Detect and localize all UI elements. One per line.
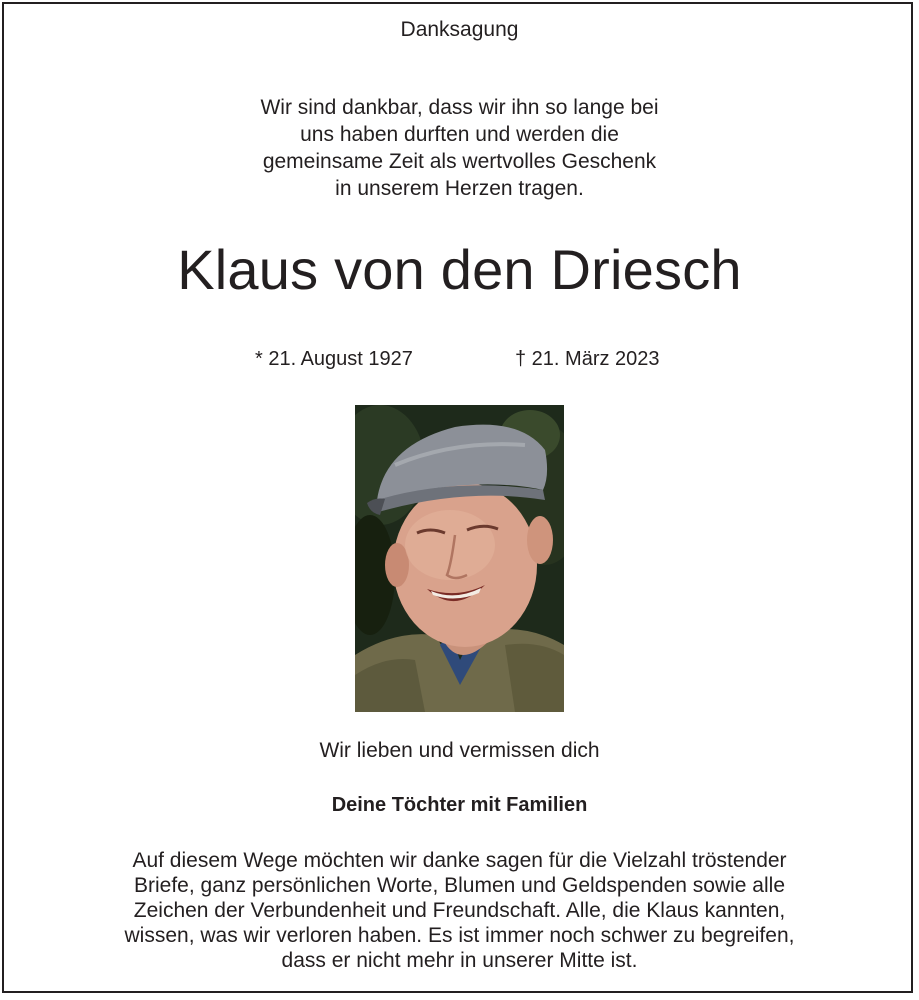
deceased-name: Klaus von den Driesch <box>177 238 742 301</box>
thanks-line: Auf diesem Wege möchten wir danke sagen für die Vielzahl tröstender <box>132 849 787 872</box>
intro-line: Wir sind dankbar, dass wir ihn so lange bei <box>260 96 659 119</box>
portrait-photo <box>355 405 564 712</box>
intro-line: gemeinsame Zeit als wertvolles Geschenk <box>262 150 657 173</box>
intro-line: in unserem Herzen tragen. <box>335 177 584 200</box>
death-date: † 21. März 2023 <box>515 348 660 370</box>
closing-line: Wir lieben und vermissen dich <box>319 739 600 762</box>
thanks-line: Zeichen der Verbundenheit und Freundschaft. Alle, die Klaus kannten, <box>133 899 786 922</box>
intro-text <box>0 94 919 202</box>
birth-date: * 21. August 1927 <box>255 348 413 370</box>
intro-line: uns haben durften und werden die <box>300 123 619 146</box>
signature: Deine Töchter mit Familien <box>331 794 588 816</box>
thanks-line: Briefe, ganz persönlichen Worte, Blumen und Geldspenden sowie alle <box>134 874 785 897</box>
thanks-text <box>0 848 919 973</box>
thanks-line: wissen, was wir verloren haben. Es ist immer noch schwer zu begreifen, <box>124 924 795 947</box>
thanks-line: dass er nicht mehr in unserer Mitte ist. <box>281 949 638 972</box>
notice-heading: Danksagung <box>400 18 519 41</box>
